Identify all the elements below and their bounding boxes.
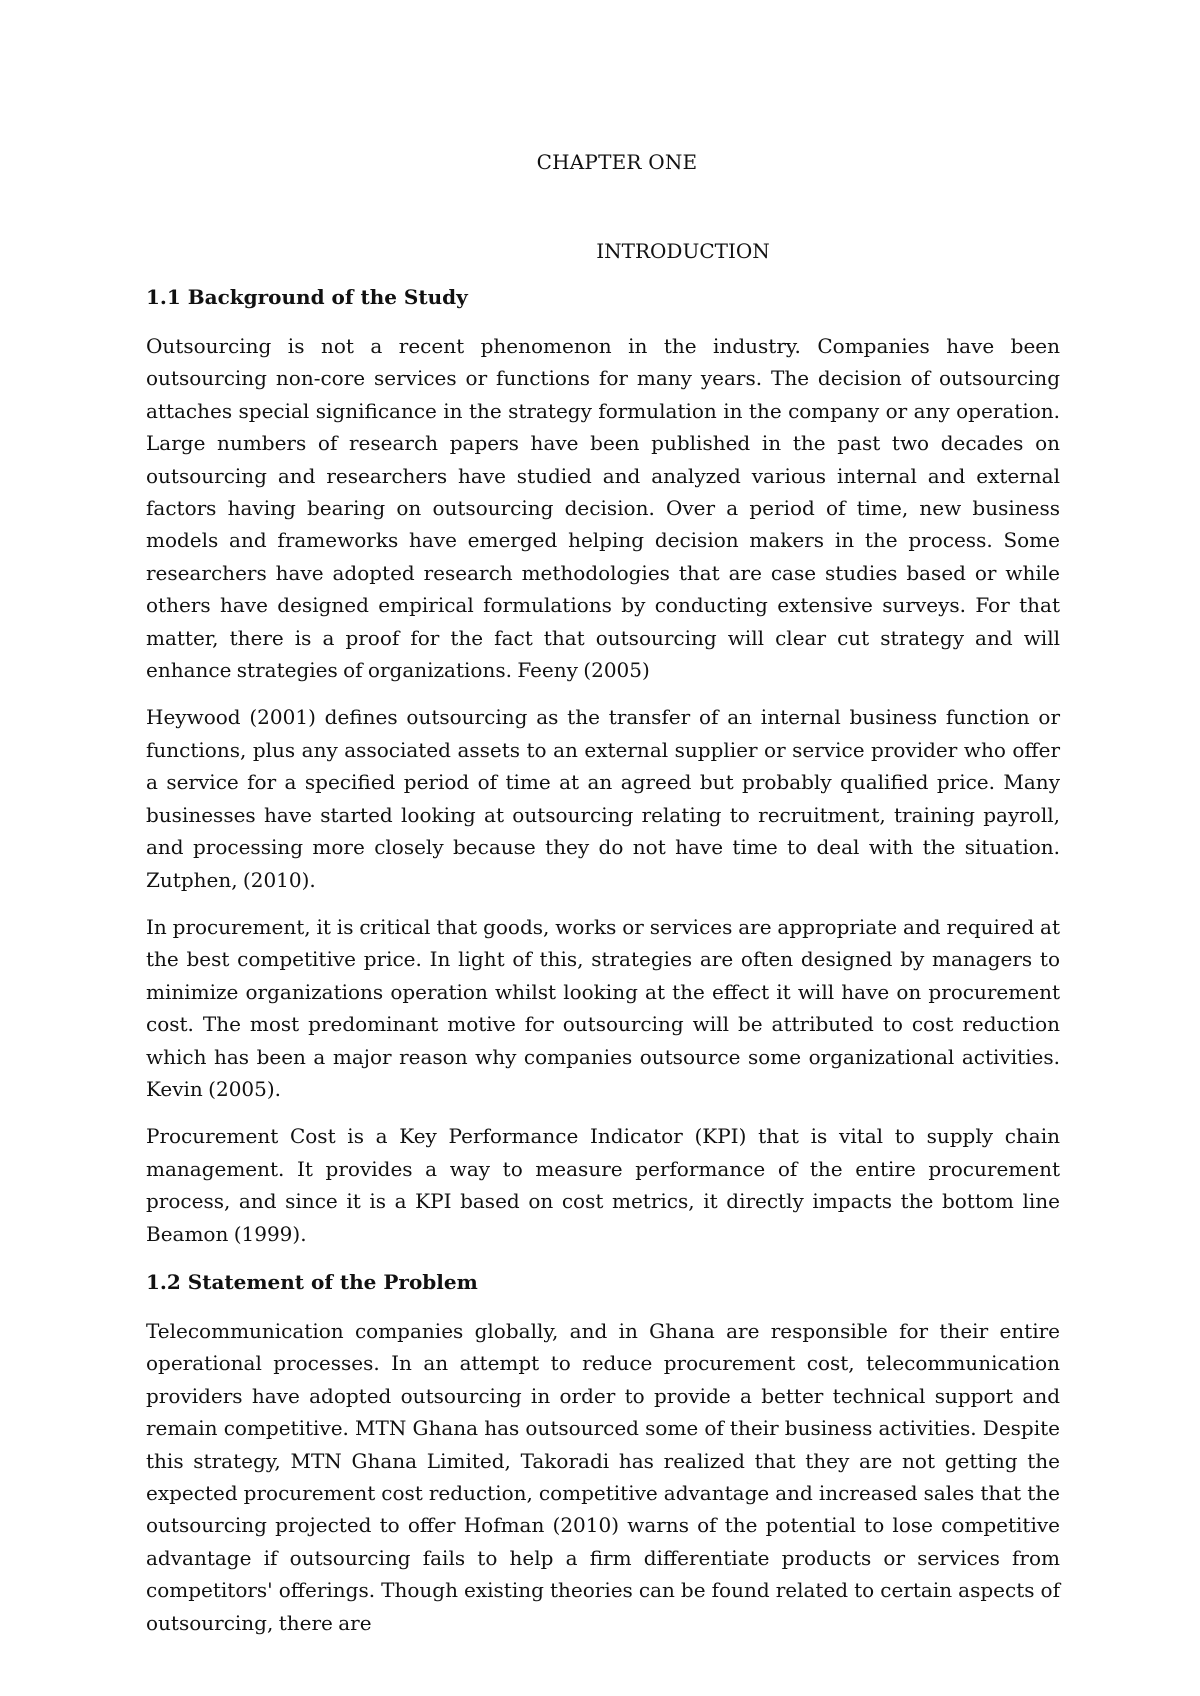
paragraph-procurement-strategy: In procurement, it is critical that goods, works or services are appropriate and required at the best competitive price. In light of this, strategies are often designed by managers to minimize organizations operation whilst looking at the effect it will have on procurement cost. The most predominant motive for outsourcing will be attributed to cost reduction which has been a major reason why companies outsource some organizational activities. Kevin (2005). bbox=[146, 914, 1060, 1101]
paragraph-outsourcing-overview: Outsourcing is not a recent phenomenon in the industry. Companies have been outsourcing non-core services or functions for many years. The decision of outsourcing attaches special significance in the strategy formulation in the company or any operation. Large numbers of research papers have been published in the past two decades on outsourcing and researchers have studied and analyzed various internal and external factors having bearing on outsourcing decision. Over a period of time, new business models and frameworks have emerged helping decision makers in the process. Some researchers have adopted research methodologies that are case studies based or while others have designed empirical formulations by conducting extensive surveys. For that matter, there is a proof for the fact that outsourcing will clear cut strategy and will enhance strategies of organizations. Feeny (2005) bbox=[146, 334, 1060, 683]
introduction-title: INTRODUCTION bbox=[596, 239, 770, 263]
section-heading-background: 1.1 Background of the Study bbox=[146, 285, 468, 309]
document-body bbox=[146, 138, 1060, 1639]
paragraph-heywood-definition: Heywood (2001) defines outsourcing as the transfer of an internal business function or functions, plus any associated assets to an external supplier or service provider who offer a service for a specified period of time at an agreed but probably qualified price. Many businesses have started looking at outsourcing relating to recruitment, training payroll, and processing more closely because they do not have time to deal with the situation. Zutphen, (2010). bbox=[146, 705, 1060, 892]
section-heading-problem-statement: 1.2 Statement of the Problem bbox=[146, 1269, 478, 1294]
paragraph-problem-statement: Telecommunication companies globally, and in Ghana are responsible for their entire operational processes. In an attempt to reduce procurement cost, telecommunication providers have adopted outsourcing in order to provide a better technical support and remain competitive. MTN Ghana has outsourced some of their business activities. Despite this strategy, MTN Ghana Limited, Takoradi has realized that they are not getting the expected procurement cost reduction, competitive advantage and increased sales that the outsourcing projected to offer Hofman (2010) warns of the potential to lose competitive advantage if outsourcing fails to help a firm differentiate products or services from competitors' offerings. Though existing theories can be found related to certain aspects of outsourcing, there are bbox=[146, 1318, 1060, 1635]
chapter-title: CHAPTER ONE bbox=[536, 150, 698, 174]
paragraph-procurement-cost-kpi: Procurement Cost is a Key Performance Indicator (KPI) that is vital to supply chain management. It provides a way to measure performance of the entire procurement process, and since it is a KPI based on cost metrics, it directly impacts the bottom line Beamon (1999). bbox=[146, 1124, 1060, 1246]
